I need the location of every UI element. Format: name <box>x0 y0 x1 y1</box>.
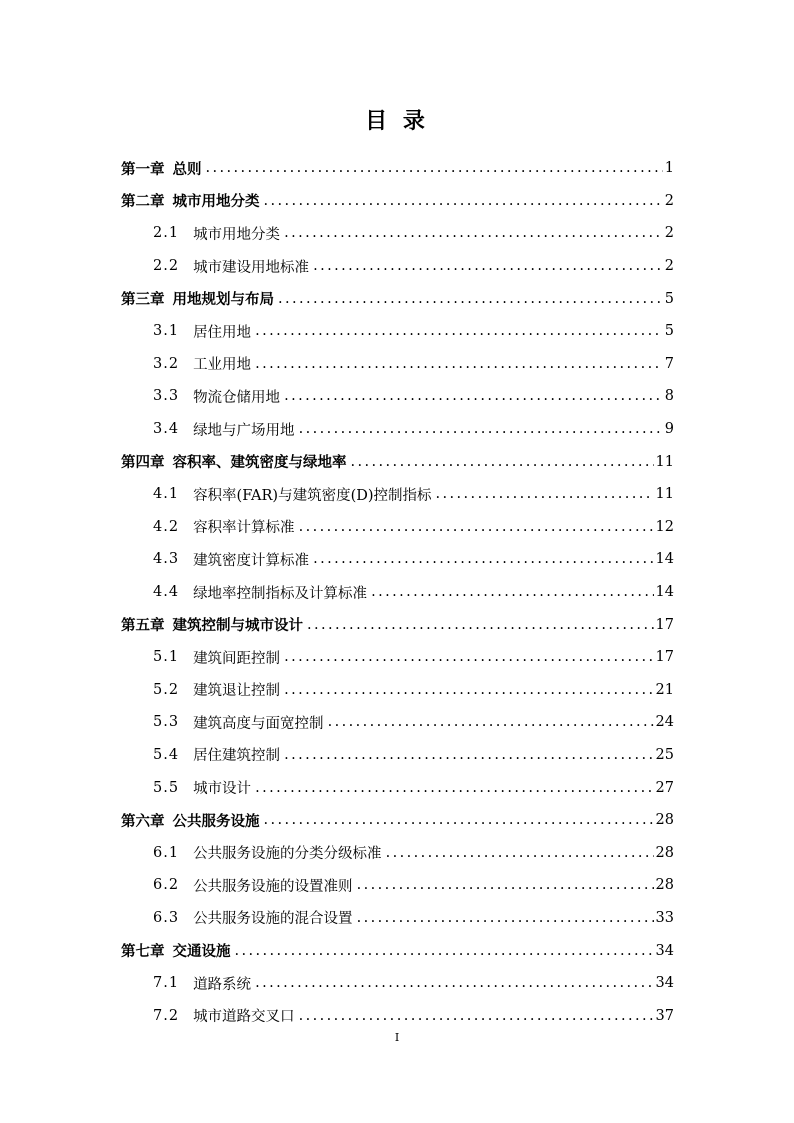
toc-entry-number: 4.3 <box>153 551 180 568</box>
toc-entry-number: 第二章 <box>121 194 165 211</box>
toc-entry-number: 5.3 <box>153 714 180 731</box>
toc-section-entry[interactable] <box>121 869 674 902</box>
dot-leader <box>284 649 653 665</box>
toc-section-entry[interactable] <box>121 641 674 674</box>
toc-section-entry[interactable] <box>121 511 674 544</box>
dot-leader <box>284 747 653 763</box>
dot-leader <box>436 486 654 502</box>
toc-entry-number: 第一章 <box>121 161 165 178</box>
dot-leader <box>299 1008 654 1024</box>
toc-entry-title: 工业用地 <box>193 357 252 374</box>
dot-leader <box>255 323 663 339</box>
toc-chapter-entry[interactable] <box>121 445 674 478</box>
toc-entry-title: 城市设计 <box>193 781 252 798</box>
toc-entry-number: 5.2 <box>153 681 180 698</box>
toc-entry-title: 总则 <box>172 161 202 178</box>
toc-entry-title: 居住建筑控制 <box>193 748 281 765</box>
dot-leader <box>284 682 653 698</box>
toc-entry-title: 物流仓储用地 <box>193 389 281 406</box>
toc-entry-number: 5.5 <box>153 779 180 796</box>
toc-entry-number: 第六章 <box>121 813 165 830</box>
dot-leader <box>206 160 663 176</box>
toc-entry-title: 公共服务设施 <box>172 813 260 830</box>
toc-entry-page: 17 <box>655 616 674 633</box>
toc-entry-number: 3.4 <box>153 421 180 438</box>
toc-entry-page: 2 <box>664 258 674 275</box>
toc-entry-number: 5.4 <box>153 746 180 763</box>
toc-section-entry[interactable] <box>121 576 674 609</box>
page-title: 目 录 <box>365 109 429 134</box>
toc-entry-page: 2 <box>664 192 674 209</box>
dot-leader <box>299 421 663 437</box>
toc-entry-number: 2.2 <box>153 258 180 275</box>
dot-leader <box>328 714 654 730</box>
toc-chapter-entry[interactable] <box>121 185 674 218</box>
toc-entry-number: 第五章 <box>121 618 165 635</box>
toc-entry-title: 公共服务设施的设置准则 <box>193 878 353 895</box>
dot-leader <box>284 225 663 241</box>
toc-section-entry[interactable] <box>121 674 674 707</box>
toc-entry-title: 交通设施 <box>172 944 231 961</box>
toc-section-entry[interactable] <box>121 999 674 1032</box>
toc-section-entry[interactable] <box>121 217 674 250</box>
toc-entry-number: 3.3 <box>153 388 180 405</box>
toc-entry-number: 第四章 <box>121 455 165 472</box>
toc-entry-title: 绿地率控制指标及计算标准 <box>193 585 368 602</box>
toc-entry-page: 33 <box>655 909 674 926</box>
toc-entry-page: 28 <box>655 877 674 894</box>
toc-section-entry[interactable] <box>121 902 674 935</box>
toc-entry-page: 5 <box>664 323 674 340</box>
dot-leader <box>255 780 653 796</box>
dot-leader <box>357 910 654 926</box>
toc-entry-number: 7.1 <box>153 975 180 992</box>
toc-entry-title: 建筑退让控制 <box>193 683 281 700</box>
toc-entry-number: 第七章 <box>121 944 165 961</box>
toc-section-entry[interactable] <box>121 478 674 511</box>
toc-entry-number: 4.4 <box>153 584 180 601</box>
toc-entry-number: 4.2 <box>153 518 180 535</box>
toc-entry-title: 城市道路交叉口 <box>193 1009 295 1026</box>
dot-leader <box>255 356 663 372</box>
dot-leader <box>307 617 654 633</box>
toc-entry-title: 容积率(FAR)与建筑密度(D)控制指标 <box>193 487 432 504</box>
dot-leader <box>264 193 663 209</box>
toc-entry-page: 14 <box>655 551 674 568</box>
toc-entry-page: 37 <box>655 1007 674 1024</box>
toc-entry-page: 27 <box>655 779 674 796</box>
toc-entry-number: 7.2 <box>153 1007 180 1024</box>
dot-leader <box>313 551 653 567</box>
toc-entry-title: 道路系统 <box>193 976 252 993</box>
toc-entry-number: 5.1 <box>153 649 180 666</box>
toc-entry-page: 28 <box>655 844 674 861</box>
toc-section-entry[interactable] <box>121 380 674 413</box>
toc-entry-page: 17 <box>655 649 674 666</box>
toc-section-entry[interactable] <box>121 739 674 772</box>
toc-entry-title: 建筑高度与面宽控制 <box>193 715 324 732</box>
page-number-footer: I <box>394 1031 400 1044</box>
toc-entry-number: 4.1 <box>153 486 180 503</box>
toc-entry-page: 12 <box>655 518 674 535</box>
toc-section-entry[interactable] <box>121 771 674 804</box>
toc-entry-title: 公共服务设施的混合设置 <box>193 911 353 928</box>
toc-entry-page: 1 <box>664 160 674 177</box>
toc-entry-title: 城市用地分类 <box>193 226 281 243</box>
toc-section-entry[interactable] <box>121 836 674 869</box>
toc-section-entry[interactable] <box>121 706 674 739</box>
toc-entry-number: 6.1 <box>153 844 180 861</box>
toc-entry-title: 容积率计算标准 <box>193 520 295 537</box>
dot-leader <box>371 584 653 600</box>
toc-entry-number: 2.1 <box>153 225 180 242</box>
toc-entry-page: 7 <box>664 355 674 372</box>
toc-entry-page: 14 <box>655 584 674 601</box>
toc-entry-page: 34 <box>655 975 674 992</box>
toc-entry-title: 建筑密度计算标准 <box>193 552 310 569</box>
dot-leader <box>278 291 663 307</box>
toc-entry-title: 建筑间距控制 <box>193 650 281 667</box>
toc-chapter-entry[interactable] <box>121 608 674 641</box>
toc-entry-page: 21 <box>655 681 674 698</box>
dot-leader <box>235 943 654 959</box>
toc-entry-number: 3.2 <box>153 355 180 372</box>
toc-chapter-entry[interactable] <box>121 282 674 315</box>
toc-entry-page: 24 <box>655 714 674 731</box>
toc-entry-page: 25 <box>655 746 674 763</box>
toc-entry-page: 11 <box>655 453 674 470</box>
toc-chapter-entry[interactable] <box>121 152 674 185</box>
toc-entry-page: 28 <box>655 812 674 829</box>
toc-section-entry[interactable] <box>121 315 674 348</box>
toc-entry-page: 9 <box>664 421 674 438</box>
toc-section-entry[interactable] <box>121 348 674 381</box>
toc-entry-page: 2 <box>664 225 674 242</box>
toc-entry-page: 5 <box>664 290 674 307</box>
toc-entry-number: 6.2 <box>153 877 180 894</box>
toc-section-entry[interactable] <box>121 250 674 283</box>
toc-entry-title: 用地规划与布局 <box>172 292 274 309</box>
toc-entry-number: 6.3 <box>153 909 180 926</box>
toc-entry-title: 公共服务设施的分类分级标准 <box>193 846 382 863</box>
toc-section-entry[interactable] <box>121 413 674 446</box>
dot-leader <box>284 388 663 404</box>
dot-leader <box>313 258 663 274</box>
toc-entry-page: 34 <box>655 942 674 959</box>
toc-entry-title: 城市建设用地标准 <box>193 259 310 276</box>
dot-leader <box>299 519 654 535</box>
dot-leader <box>264 812 654 828</box>
toc-entry-number: 3.1 <box>153 323 180 340</box>
toc-chapter-entry[interactable] <box>121 934 674 967</box>
toc-entry-number: 第三章 <box>121 292 165 309</box>
toc-entry-title: 容积率、建筑密度与绿地率 <box>172 455 347 472</box>
toc-entry-page: 8 <box>664 388 674 405</box>
toc-entry-title: 城市用地分类 <box>172 194 260 211</box>
toc-section-entry[interactable] <box>121 543 674 576</box>
dot-leader <box>351 454 654 470</box>
table-of-contents <box>121 152 674 1032</box>
toc-entry-title: 居住用地 <box>193 324 252 341</box>
toc-entry-title: 建筑控制与城市设计 <box>172 618 303 635</box>
dot-leader <box>357 877 654 893</box>
toc-chapter-entry[interactable] <box>121 804 674 837</box>
dot-leader <box>386 845 654 861</box>
toc-entry-title: 绿地与广场用地 <box>193 422 295 439</box>
toc-entry-page: 11 <box>655 486 674 503</box>
toc-section-entry[interactable] <box>121 967 674 1000</box>
dot-leader <box>255 975 653 991</box>
